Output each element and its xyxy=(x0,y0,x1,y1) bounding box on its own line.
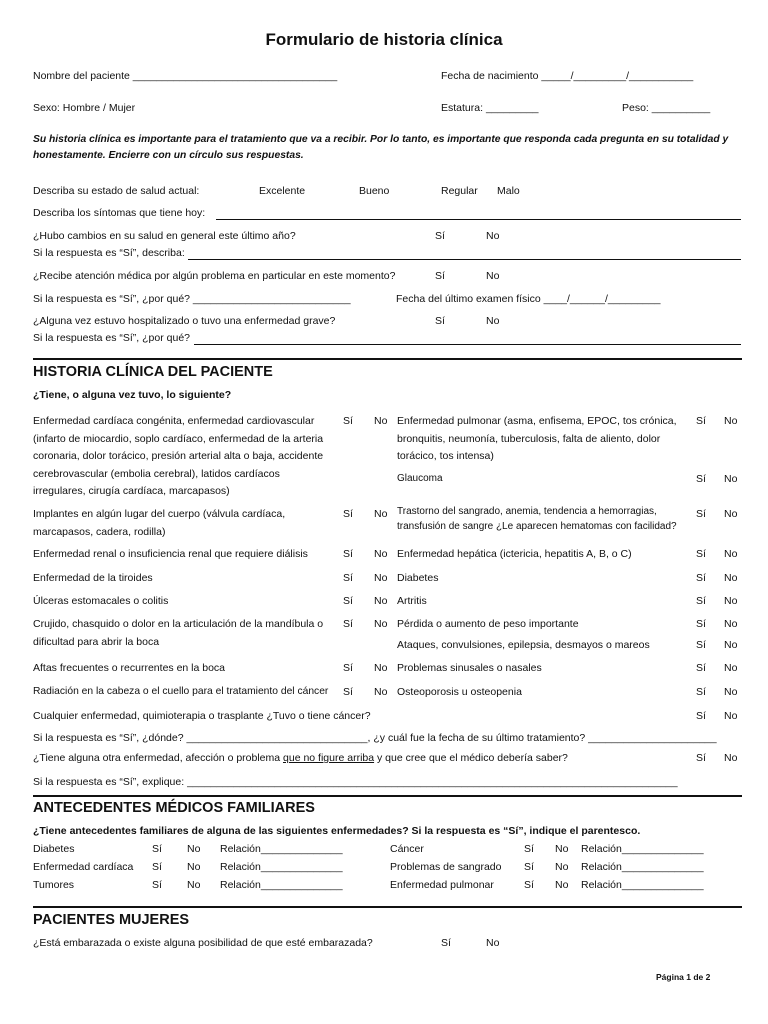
intro-text: Su historia clínica es importante para el tratamiento que va a recibir. Por lo tanto, es importante que responda cada pregunta en su totalidad y honestamente. Encierre con un círculo sus respuestas. xyxy=(33,134,729,161)
condition-yes[interactable]: Sí xyxy=(343,572,353,584)
condition-no[interactable]: No xyxy=(724,508,738,520)
family-relation-field[interactable]: Relación______________ xyxy=(581,843,704,855)
condition-bleeding: Trastorno del sangrado, anemia, tendencia a hemorragias, transfusión de sangre ¿Le aparecen hematomas con facilidad? xyxy=(397,506,677,532)
condition-no[interactable]: No xyxy=(724,473,738,485)
last-exam-date-field[interactable]: Fecha del último examen físico ____/______/_________ xyxy=(396,293,661,305)
pregnancy-question: ¿Está embarazada o existe alguna posibilidad de que esté embarazada? xyxy=(33,937,373,949)
condition-yes[interactable]: Sí xyxy=(696,686,706,698)
page-title: Formulario de historia clínica xyxy=(265,30,503,49)
family-condition-heart: Enfermedad cardíaca xyxy=(33,861,134,873)
condition-radiation: Radiación en la cabeza o el cuello para el tratamiento del cáncer xyxy=(33,686,329,697)
health-changes-question: ¿Hubo cambios en su salud en general este último año? xyxy=(33,230,296,242)
condition-no[interactable]: No xyxy=(374,686,388,698)
health-option-fair[interactable]: Regular xyxy=(441,185,478,197)
family-no[interactable]: No xyxy=(187,861,201,873)
medical-care-no[interactable]: No xyxy=(486,270,500,282)
family-no[interactable]: No xyxy=(187,843,201,855)
condition-no[interactable]: No xyxy=(724,548,738,560)
hospitalized-question: ¿Alguna vez estuvo hospitalizado o tuvo una enfermedad grave? xyxy=(33,315,336,327)
condition-kidney: Enfermedad renal o insuficiencia renal que requiere diálisis xyxy=(33,548,308,560)
condition-no[interactable]: No xyxy=(374,618,388,630)
family-yes[interactable]: Sí xyxy=(524,843,534,855)
condition-yes[interactable]: Sí xyxy=(343,415,353,427)
family-yes[interactable]: Sí xyxy=(152,879,162,891)
condition-no[interactable]: No xyxy=(374,415,388,427)
condition-mouth-sores: Aftas frecuentes o recurrentes en la boca xyxy=(33,662,226,674)
health-changes-yes[interactable]: Sí xyxy=(435,230,445,242)
condition-yes[interactable]: Sí xyxy=(696,415,706,427)
condition-implants: Implantes en algún lugar del cuerpo (válvula cardíaca, marcapasos, cadera, rodilla) xyxy=(33,508,286,538)
health-changes-no[interactable]: No xyxy=(486,230,500,242)
family-no[interactable]: No xyxy=(555,843,569,855)
family-yes[interactable]: Sí xyxy=(524,861,534,873)
medical-care-yes[interactable]: Sí xyxy=(435,270,445,282)
other-condition-no[interactable]: No xyxy=(724,752,738,764)
symptoms-label: Describa los síntomas que tiene hoy: xyxy=(33,207,206,219)
hospitalized-no[interactable]: No xyxy=(486,315,500,327)
condition-yes[interactable]: Sí xyxy=(343,618,353,630)
patient-history-question: ¿Tiene, o alguna vez tuvo, lo siguiente? xyxy=(33,389,232,401)
condition-no[interactable]: No xyxy=(374,595,388,607)
cancer-question: Cualquier enfermedad, quimioterapia o trasplante ¿Tuvo o tiene cáncer? xyxy=(33,710,371,722)
page-number: Página 1 de 2 xyxy=(656,972,711,982)
condition-no[interactable]: No xyxy=(724,662,738,674)
family-yes[interactable]: Sí xyxy=(524,879,534,891)
condition-no[interactable]: No xyxy=(724,686,738,698)
family-no[interactable]: No xyxy=(555,861,569,873)
condition-glaucoma: Glaucoma xyxy=(397,473,443,484)
family-yes[interactable]: Sí xyxy=(152,843,162,855)
family-relation-field[interactable]: Relación______________ xyxy=(220,861,343,873)
condition-yes[interactable]: Sí xyxy=(696,639,706,651)
cancer-yes[interactable]: Sí xyxy=(696,710,706,722)
condition-yes[interactable]: Sí xyxy=(696,473,706,485)
pregnancy-yes[interactable]: Sí xyxy=(441,937,451,949)
condition-yes[interactable]: Sí xyxy=(696,572,706,584)
condition-heart-disease: Enfermedad cardíaca congénita, enfermedad cardiovascular (infarto de miocardio, soplo cardíaco, enfermedad de la arteria coronaria, dolor torácico, presión arterial alta o baja, accidente cerebrovascular (embolia cerebral), latidos cardíacos irregulares, cirugía cardíaca, marcapasos) xyxy=(33,415,324,497)
condition-diabetes: Diabetes xyxy=(397,572,439,584)
other-condition-yes[interactable]: Sí xyxy=(696,752,706,764)
condition-no[interactable]: No xyxy=(724,618,738,630)
family-history-question: ¿Tiene antecedentes familiares de alguna de las siguientes enfermedades? Si la respuesta es “Sí”, indique el parentesco. xyxy=(33,825,641,837)
patient-name-field[interactable]: Nombre del paciente ___________________________________ xyxy=(33,70,338,82)
family-no[interactable]: No xyxy=(555,879,569,891)
condition-yes[interactable]: Sí xyxy=(696,618,706,630)
section-divider xyxy=(33,795,742,797)
family-condition-tumors: Tumores xyxy=(33,879,75,891)
women-heading: PACIENTES MUJERES xyxy=(33,912,190,928)
family-relation-field[interactable]: Relación______________ xyxy=(220,879,343,891)
other-condition-emphasis: que no figure arriba xyxy=(283,752,375,764)
hospitalized-why-line[interactable] xyxy=(194,344,741,345)
other-condition-text: y que cree que el médico debería saber? xyxy=(374,752,568,764)
family-condition-diabetes: Diabetes xyxy=(33,843,75,855)
medical-care-question: ¿Recibe atención médica por algún problema en particular en este momento? xyxy=(33,270,396,282)
section-divider xyxy=(33,358,742,360)
health-option-excellent[interactable]: Excelente xyxy=(259,185,306,197)
condition-yes[interactable]: Sí xyxy=(343,508,353,520)
health-changes-describe-label: Si la respuesta es “Sí”, describa: xyxy=(33,247,185,259)
symptoms-input-line[interactable] xyxy=(216,219,741,220)
condition-yes[interactable]: Sí xyxy=(696,595,706,607)
hospitalized-why-label: Si la respuesta es “Sí”, ¿por qué? xyxy=(33,332,190,344)
condition-no[interactable]: No xyxy=(374,548,388,560)
health-option-poor[interactable]: Malo xyxy=(497,185,520,197)
height-field[interactable]: Estatura: _________ xyxy=(441,102,539,114)
medical-care-why-field[interactable]: Si la respuesta es “Sí”, ¿por qué? ___________________________ xyxy=(33,293,351,305)
health-changes-describe-line[interactable] xyxy=(188,259,741,260)
condition-yes[interactable]: Sí xyxy=(696,662,706,674)
condition-no[interactable]: No xyxy=(374,508,388,520)
condition-no[interactable]: No xyxy=(724,595,738,607)
weight-field[interactable]: Peso: __________ xyxy=(622,102,711,114)
family-condition-cancer: Cáncer xyxy=(390,843,424,855)
family-history-heading: ANTECEDENTES MÉDICOS FAMILIARES xyxy=(33,800,315,816)
condition-thyroid: Enfermedad de la tiroides xyxy=(33,572,153,584)
condition-arthritis: Artritis xyxy=(397,595,427,607)
condition-no[interactable]: No xyxy=(724,639,738,651)
condition-seizures: Ataques, convulsiones, epilepsia, desmayos o mareos xyxy=(397,639,650,651)
family-relation-field[interactable]: Relación______________ xyxy=(220,843,343,855)
family-condition-lung: Enfermedad pulmonar xyxy=(390,879,494,891)
birth-date-field[interactable]: Fecha de nacimiento _____/_________/___________ xyxy=(441,70,694,82)
condition-ulcers: Úlceras estomacales o colitis xyxy=(33,595,169,607)
condition-yes[interactable]: Sí xyxy=(343,595,353,607)
condition-yes[interactable]: Sí xyxy=(696,548,706,560)
pregnancy-no[interactable]: No xyxy=(486,937,500,949)
sex-field[interactable]: Sexo: Hombre / Mujer xyxy=(33,102,136,114)
condition-no[interactable]: No xyxy=(724,572,738,584)
family-relation-field[interactable]: Relación______________ xyxy=(581,879,704,891)
condition-no[interactable]: No xyxy=(374,572,388,584)
other-condition-explain-field[interactable]: Si la respuesta es “Sí”, explique: ____________________________________________________________________________________ xyxy=(33,776,678,788)
condition-lung: Enfermedad pulmonar (asma, enfisema, EPOC, tos crónica, bronquitis, neumonía, tuberculosis, falta de aliento, dolor torácico, tos intensa) xyxy=(397,415,677,462)
health-option-good[interactable]: Bueno xyxy=(359,185,390,197)
condition-yes[interactable]: Sí xyxy=(343,662,353,674)
condition-sinus: Problemas sinusales o nasales xyxy=(397,662,542,674)
condition-no[interactable]: No xyxy=(374,662,388,674)
family-yes[interactable]: Sí xyxy=(152,861,162,873)
patient-history-heading: HISTORIA CLÍNICA DEL PACIENTE xyxy=(33,364,273,380)
health-status-label: Describa su estado de salud actual: xyxy=(33,185,200,197)
family-relation-field[interactable]: Relación______________ xyxy=(581,861,704,873)
section-divider xyxy=(33,906,742,908)
condition-liver: Enfermedad hepática (ictericia, hepatitis A, B, o C) xyxy=(397,548,632,560)
condition-osteoporosis: Osteoporosis u osteopenia xyxy=(397,686,522,698)
condition-jaw: Crujido, chasquido o dolor en la articulación de la mandíbula o dificultad para abrir la boca xyxy=(33,618,324,648)
other-condition-text: ¿Tiene alguna otra enfermedad, afección o problema xyxy=(33,752,284,764)
other-condition-question xyxy=(33,752,568,764)
condition-yes[interactable]: Sí xyxy=(343,548,353,560)
condition-no[interactable]: No xyxy=(724,415,738,427)
family-condition-bleeding: Problemas de sangrado xyxy=(390,861,502,873)
family-no[interactable]: No xyxy=(187,879,201,891)
cancer-details-field[interactable]: Si la respuesta es “Sí”, ¿dónde? _______________________________, ¿y cuál fue la fecha de su último tratamiento? ______________________ xyxy=(33,732,717,744)
condition-yes[interactable]: Sí xyxy=(696,508,706,520)
condition-yes[interactable]: Sí xyxy=(343,686,353,698)
hospitalized-yes[interactable]: Sí xyxy=(435,315,445,327)
condition-weight-change: Pérdida o aumento de peso importante xyxy=(397,618,579,630)
cancer-no[interactable]: No xyxy=(724,710,738,722)
